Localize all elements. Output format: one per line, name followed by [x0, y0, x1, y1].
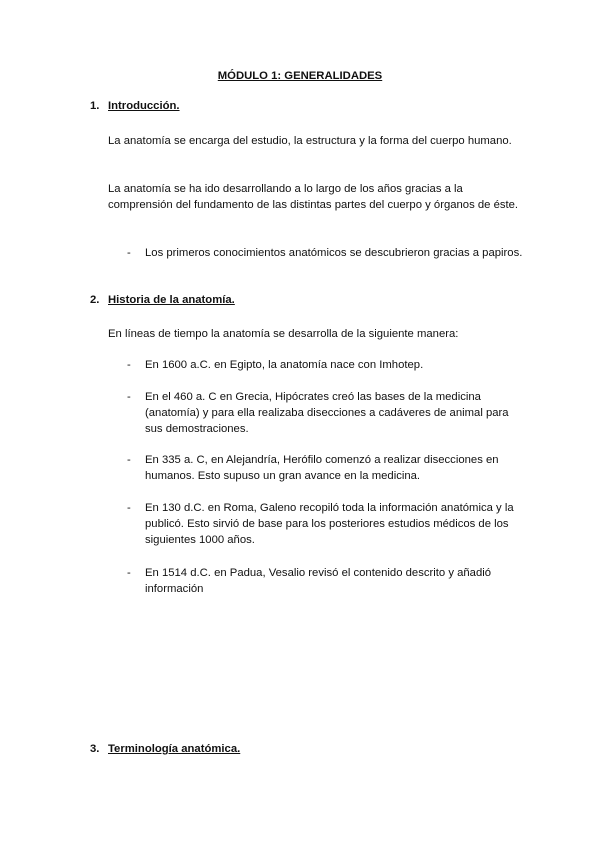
section-title: Introducción. — [108, 100, 180, 112]
list-item-text: Los primeros conocimientos anatómicos se descubrieron gracias a papiros. — [145, 247, 523, 259]
section-number: 3. — [90, 743, 100, 755]
bullet-marker: - — [127, 567, 131, 579]
list-item — [127, 357, 529, 373]
paragraph: La anatomía se ha ido desarrollando a lo largo de los años gracias a la comprensión del fundamento de las distintas partes del cuerpo y órganos de éste. — [108, 183, 519, 211]
list-item-text: En el 460 a. C en Grecia, Hipócrates creó las bases de la medicina (anatomía) y para ella realizaba disecciones a cadáveres de animal para sus demostraciones. — [145, 391, 509, 435]
list-item — [127, 565, 529, 597]
section-heading-introduccion — [90, 100, 180, 112]
list-item-text: En 130 d.C. en Roma, Galeno recopiló toda la información anatómica y la publicó. Esto sirvió de base para los posteriores estudios médicos de los siguientes 1000 años. — [145, 502, 514, 546]
document-title: MÓDULO 1: GENERALIDADES — [217, 70, 383, 82]
list-item — [127, 389, 529, 437]
list-item-text: En 1514 d.C. en Padua, Vesalio revisó el contenido descrito y añadió información — [145, 567, 492, 595]
list-item — [127, 452, 529, 484]
bullet-marker: - — [127, 359, 131, 371]
paragraph: La anatomía se encarga del estudio, la estructura y la forma del cuerpo humano. — [108, 135, 512, 147]
section-heading-historia — [90, 294, 235, 306]
bullet-marker: - — [127, 502, 131, 514]
bullet-marker: - — [127, 391, 131, 403]
paragraph: En líneas de tiempo la anatomía se desarrolla de la siguiente manera: — [108, 328, 459, 340]
bullet-marker: - — [127, 454, 131, 466]
section-number: 1. — [90, 100, 100, 112]
section-heading-terminologia — [90, 743, 240, 755]
section-title: Terminología anatómica. — [108, 743, 241, 755]
list-item-text: En 335 a. C, en Alejandría, Herófilo comenzó a realizar disecciones en humanos. Esto supuso un gran avance en la medicina. — [145, 454, 499, 482]
list-item — [127, 500, 529, 548]
section-number: 2. — [90, 294, 100, 306]
bullet-marker: - — [127, 247, 131, 259]
list-item — [127, 245, 529, 261]
section-title: Historia de la anatomía. — [108, 294, 235, 306]
list-item-text: En 1600 a.C. en Egipto, la anatomía nace con Imhotep. — [145, 359, 424, 371]
